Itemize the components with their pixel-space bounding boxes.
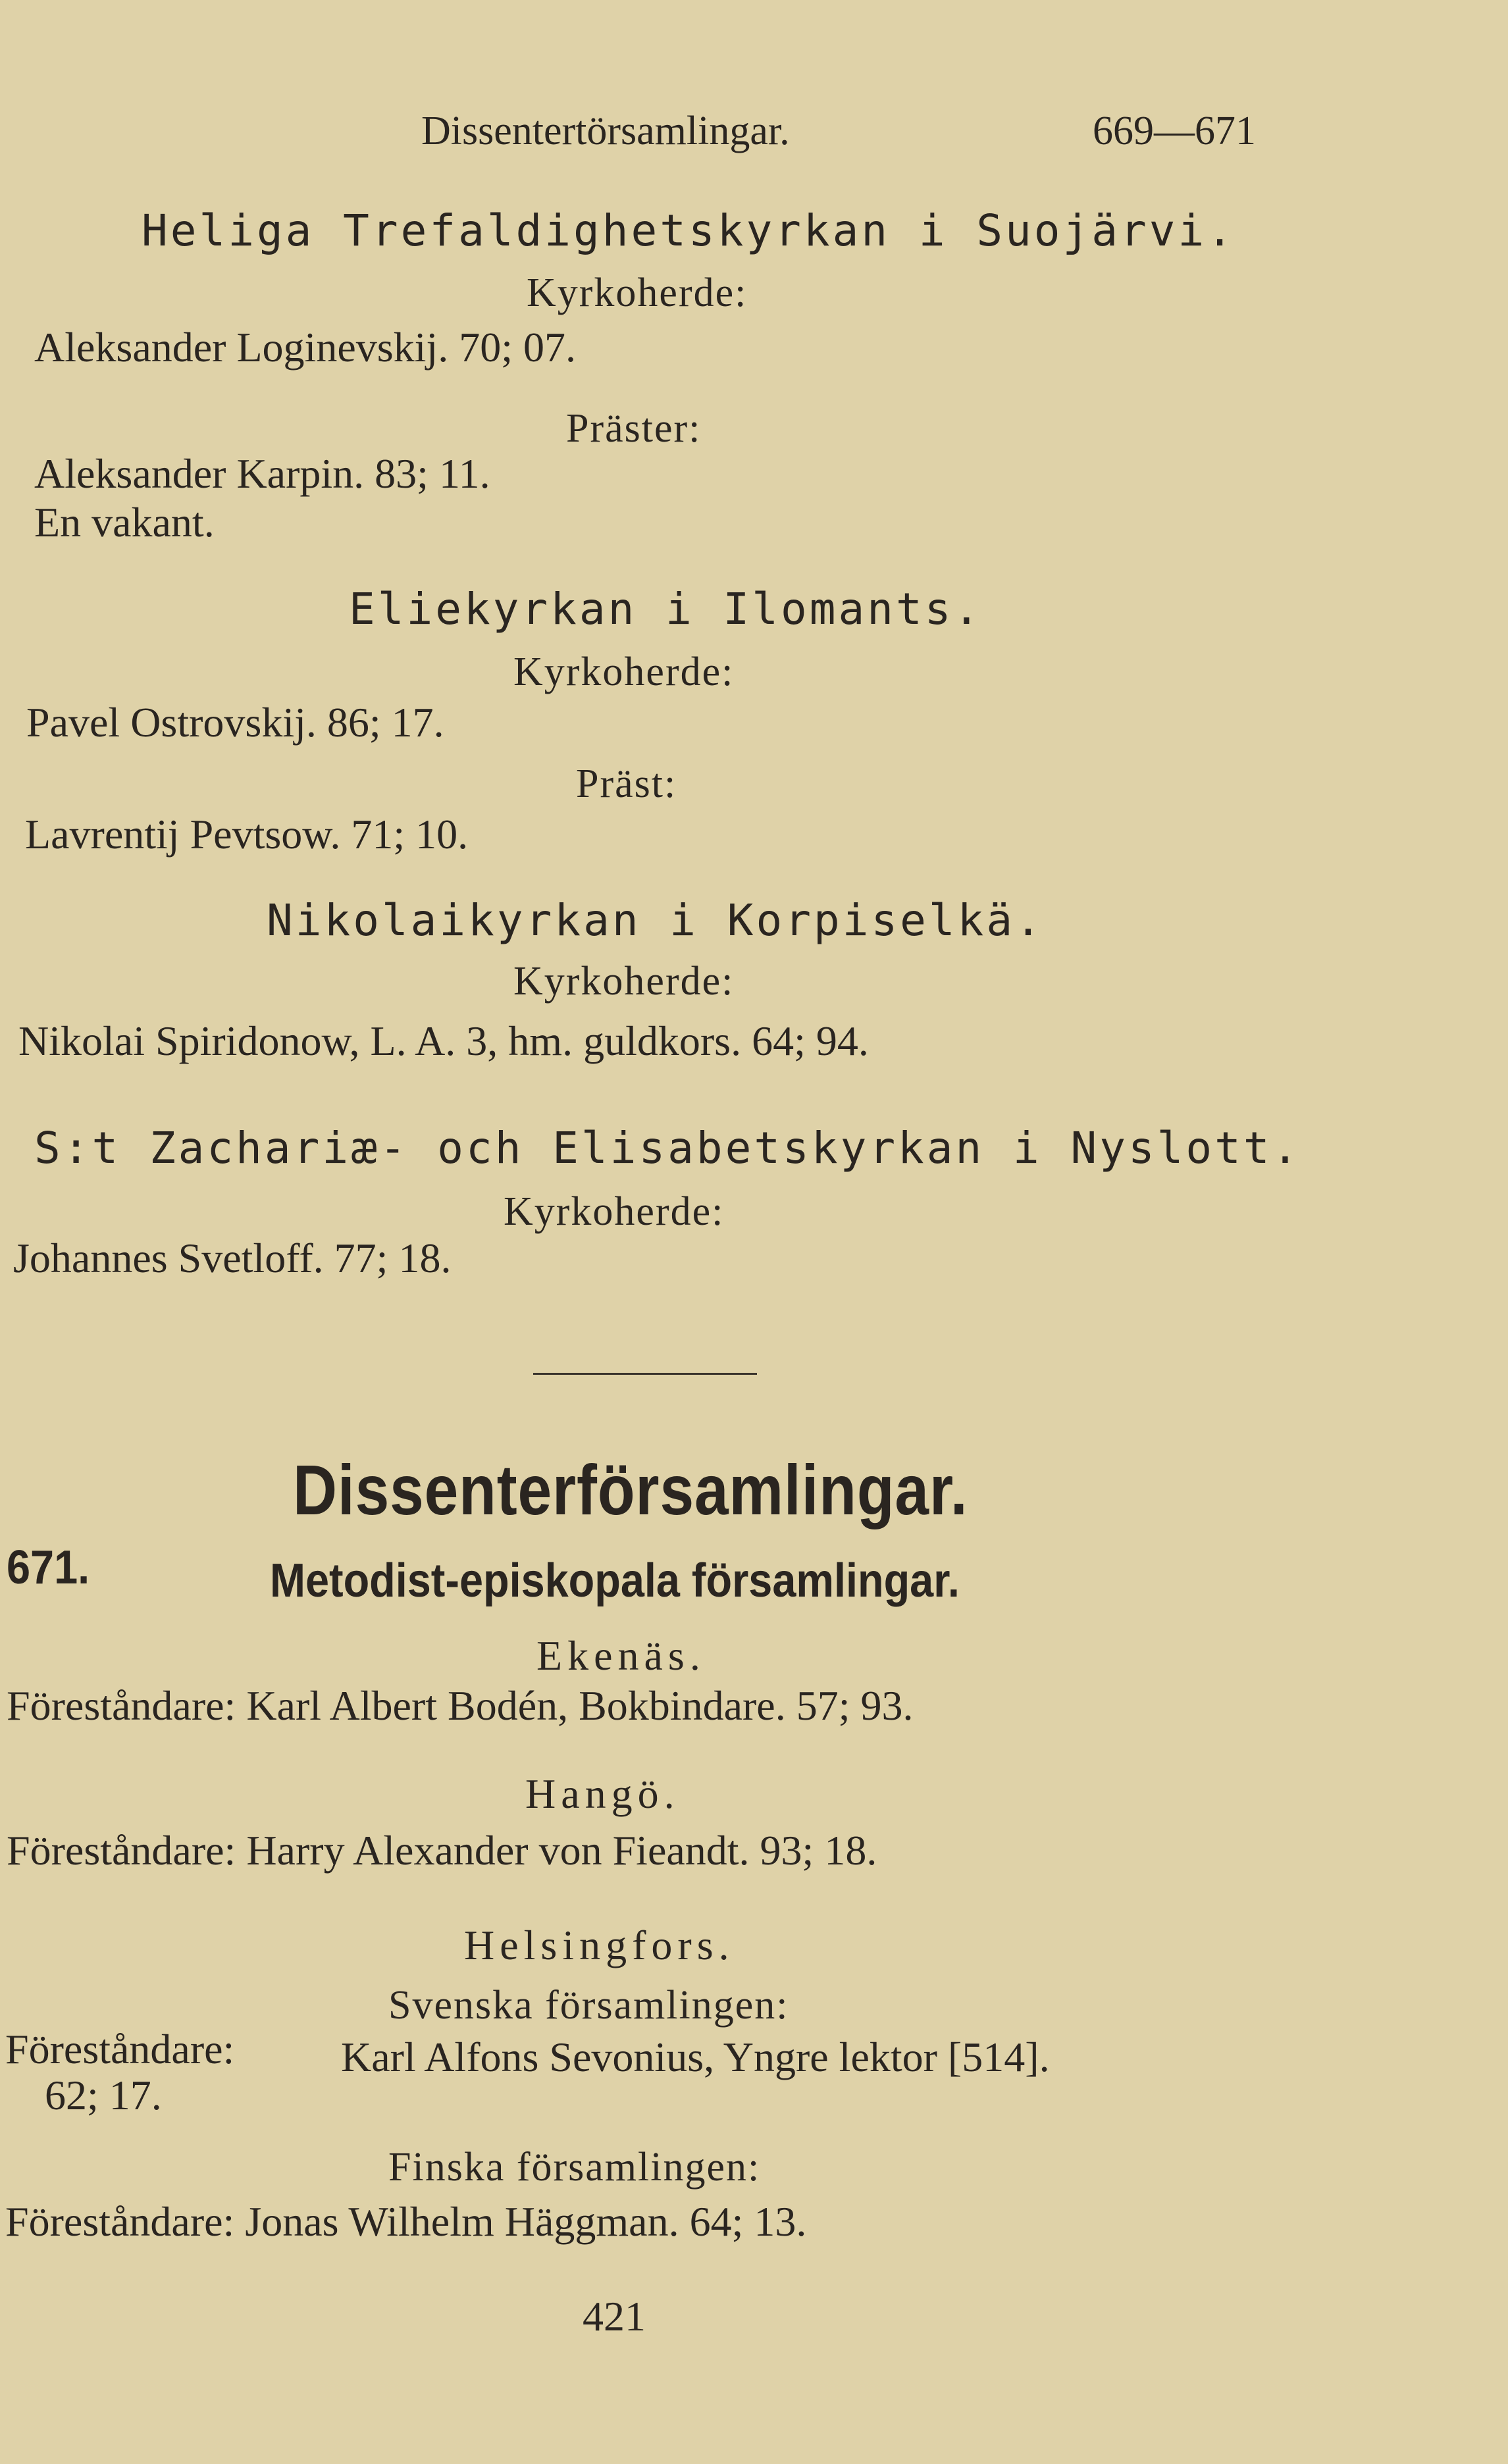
person-entry: Lavrentij Pevtsow. 71; 10. bbox=[25, 811, 469, 858]
person-entry: En vakant. bbox=[34, 499, 215, 546]
town-heading: Helsingfors. bbox=[464, 1922, 735, 1968]
congregation-heading: Finska församlingen: bbox=[388, 2145, 761, 2190]
person-entry: Aleksander Karpin. 83; 11. bbox=[34, 450, 490, 497]
role-heading: Kyrkoherde: bbox=[527, 270, 748, 315]
role-heading: Kyrkoherde: bbox=[513, 650, 735, 694]
leader-entry: Föreståndare: Karl Albert Bodén, Bokbindare. 57; 93. bbox=[7, 1682, 914, 1729]
role-heading: Kyrkoherde: bbox=[513, 959, 735, 1004]
role-heading: Präster: bbox=[566, 406, 702, 451]
person-entry: Johannes Svetloff. 77; 18. bbox=[13, 1235, 452, 1281]
person-entry: Aleksander Loginevskij. 70; 07. bbox=[34, 324, 576, 371]
town-heading: Hangö. bbox=[525, 1770, 680, 1817]
church-title-nyslott: S:t Zachariæ- och Elisabetskyrkan i Nyslott. bbox=[34, 1123, 1301, 1173]
leader-label: Föreståndare: bbox=[5, 2026, 235, 2072]
leader-entry: Föreståndare: Harry Alexander von Fieandt. 93; 18. bbox=[7, 1827, 877, 1874]
section-divider bbox=[533, 1373, 757, 1375]
town-heading: Ekenäs. bbox=[536, 1632, 706, 1679]
church-title-suojarvi: Heliga Trefaldighetskyrkan i Suojärvi. bbox=[142, 205, 1235, 256]
leader-entry: Föreståndare: Jonas Wilhelm Häggman. 64; 13. bbox=[5, 2198, 807, 2245]
church-title-korpiselka: Nikolaikyrkan i Korpiselkä. bbox=[267, 895, 1044, 946]
congregation-heading: Svenska församlingen: bbox=[388, 1983, 789, 2028]
person-entry: Nikolai Spiridonow, L. A. 3, hm. guldkors. 64; 94. bbox=[18, 1017, 869, 1064]
running-title: Dissentertörsamlingar. bbox=[421, 109, 790, 153]
page-range: 669—671 bbox=[1093, 109, 1256, 153]
leader-years: 62; 17. bbox=[45, 2072, 162, 2118]
church-title-ilomants: Eliekyrkan i Ilomants. bbox=[349, 584, 983, 634]
leader-entry: Karl Alfons Sevonius, Yngre lektor [514]. bbox=[341, 2034, 1050, 2080]
section-title: Dissenterförsamlingar. bbox=[293, 1450, 968, 1529]
role-heading: Präst: bbox=[576, 761, 677, 806]
page-number: 421 bbox=[583, 2293, 646, 2340]
section-subtitle: Metodist-episkopala församlingar. bbox=[270, 1554, 960, 1607]
person-entry: Pavel Ostrovskij. 86; 17. bbox=[26, 699, 444, 746]
section-number: 671. bbox=[7, 1541, 90, 1594]
role-heading: Kyrkoherde: bbox=[504, 1189, 725, 1234]
